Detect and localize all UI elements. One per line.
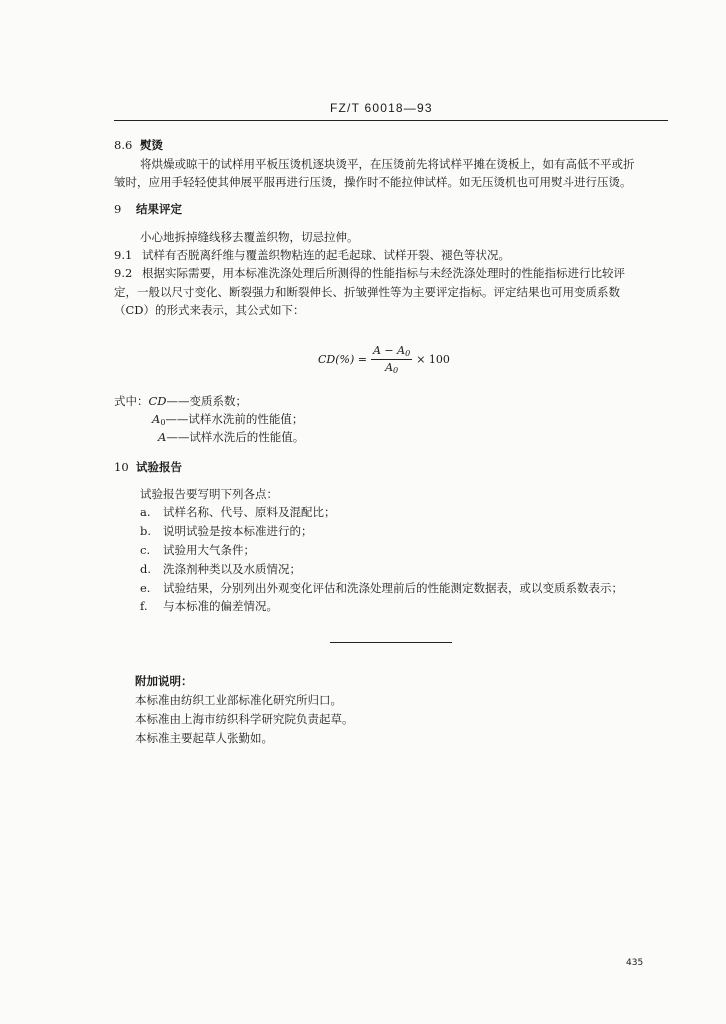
section-number: 10: [114, 460, 129, 474]
formula-denominator: [385, 360, 398, 375]
section-9-heading: [114, 201, 182, 217]
item-label: f.: [140, 599, 148, 613]
section-9-2-line-3: （CD）的形式来表示，其公式如下：: [114, 303, 305, 317]
item-text: 试验用大气条件；: [163, 543, 255, 557]
section-number: 9: [114, 202, 122, 216]
section-number: 9.2: [114, 266, 133, 280]
item-text: 试样名称、代号、原料及混配比；: [163, 505, 336, 519]
report-item: [140, 504, 336, 520]
symbol-a-desc: ——试样水洗后的性能值。: [166, 430, 305, 444]
denominator-text: A: [385, 361, 394, 374]
item-label: c.: [140, 543, 151, 557]
section-9-2-line-1: [114, 265, 625, 281]
section-number: 8.6: [114, 138, 133, 152]
notes-line-1: 本标准由纺织工业部标准化研究所归口。: [135, 693, 342, 707]
symbol-a: A: [158, 430, 167, 444]
item-label: b.: [140, 524, 152, 538]
standard-code-header: FZ/T 60018—93: [330, 101, 433, 115]
notes-line-2: 本标准由上海市纺织科学研究院负责起草。: [135, 712, 354, 726]
notes-line-3: 本标准主要起草人张勤如。: [135, 731, 273, 745]
symbol-a0-desc: ——试样水洗前的性能值；: [165, 412, 304, 426]
section-number: 9.1: [114, 248, 133, 262]
item-label: a.: [140, 505, 151, 519]
section-10-intro: 试验报告要写明下列各点：: [140, 487, 278, 501]
formula-numerator: [371, 344, 412, 360]
end-of-text-rule: [330, 642, 452, 643]
section-text: 试样有否脱离纤维与覆盖织物粘连的起毛起球、试样开裂、褪色等状况。: [142, 248, 510, 262]
section-9-intro: 小心地拆掉缝线移去覆盖织物，切忌拉伸。: [140, 230, 359, 244]
section-text: 根据实际需要，用本标准洗涤处理后所测得的性能指标与未经洗涤处理时的性能指标进行比较评: [142, 266, 625, 280]
section-10-heading: [114, 459, 182, 475]
where-cd: [114, 393, 247, 409]
symbol-a0-subscript: 0: [160, 418, 166, 427]
report-item: [140, 523, 313, 539]
item-label: d.: [140, 562, 152, 576]
symbol-cd: CD: [148, 394, 167, 408]
page-number: 435: [626, 958, 644, 968]
report-item: [140, 580, 623, 596]
item-text: 试验结果，分别列出外观变化评估和洗涤处理前后的性能测定数据表，或以变质系数表示；: [163, 581, 623, 595]
item-text: 与本标准的偏差情况。: [163, 599, 278, 613]
notes-title: 附加说明：: [135, 674, 193, 688]
section-9-1: [114, 247, 510, 263]
section-8-6-heading: [114, 137, 163, 153]
report-item: [140, 598, 278, 614]
section-8-6-line-2: 皱时，应用手轻轻使其伸展平服再进行压烫，操作时不能拉伸试样。如无压烫机也可用熨斗进行压烫。: [114, 175, 632, 189]
cd-formula: [318, 344, 450, 375]
formula-lhs: CD(%) =: [318, 353, 367, 366]
section-8-6-line-1: 将烘燥或晾干的试样用平板压烫机逐块烫平，在压烫前先将试样平摊在烫板上，如有高低不平或折: [140, 157, 635, 171]
numerator-text: A − A: [372, 344, 406, 357]
item-label: e.: [140, 581, 151, 595]
formula-fraction: [371, 344, 412, 375]
symbol-a0: A: [152, 412, 161, 426]
where-a: [158, 429, 304, 445]
item-text: 洗涤剂种类以及水质情况；: [163, 562, 301, 576]
item-text: 说明试验是按本标准进行的；: [163, 524, 313, 538]
numerator-subscript: 0: [405, 349, 411, 358]
section-9-2-line-2: 定，一般以尺寸变化、断裂强力和断裂伸长、折皱弹性等为主要评定指标。评定结果也可用变质系数: [114, 285, 620, 299]
section-title: 结果评定: [136, 202, 182, 216]
formula-multiplier: × 100: [416, 353, 450, 366]
section-title: 熨烫: [140, 138, 163, 152]
where-a0: [152, 411, 303, 431]
where-prefix: 式中：: [114, 394, 149, 408]
section-title: 试验报告: [136, 460, 182, 474]
report-item: [140, 561, 301, 577]
header-rule: [114, 120, 668, 121]
report-item: [140, 542, 255, 558]
symbol-cd-desc: ——变质系数；: [166, 394, 248, 408]
denominator-subscript: 0: [393, 366, 399, 375]
